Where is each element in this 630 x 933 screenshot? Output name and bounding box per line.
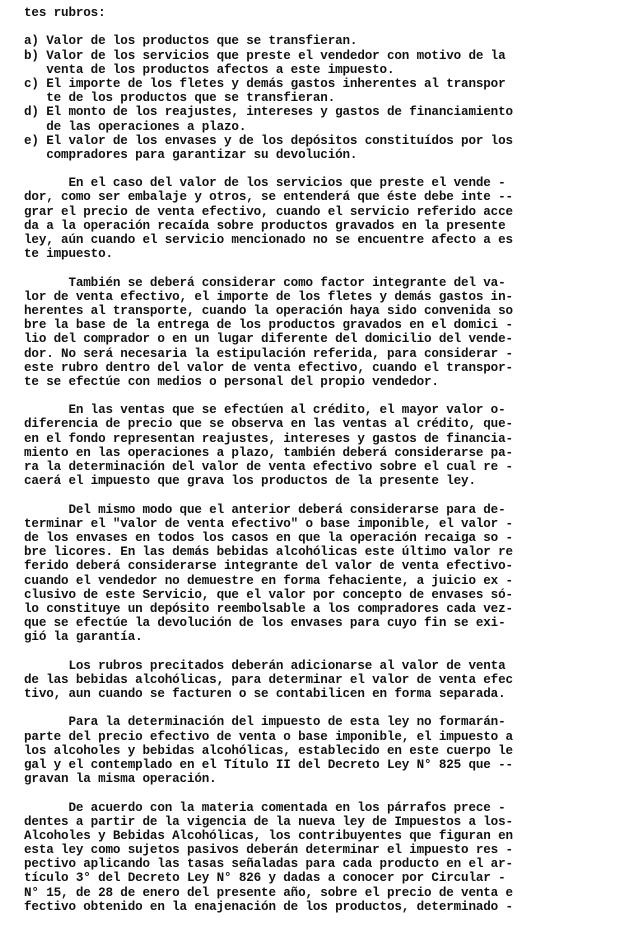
- text-line: de los envases en todos los casos en que la operación recaiga so -: [24, 530, 513, 545]
- text-line: venta de los productos afectos a este impuesto.: [24, 62, 395, 77]
- text-line: e) El valor de los envases y de los depósitos constituídos por los: [24, 133, 513, 148]
- paragraph-gap: [24, 488, 622, 502]
- text-line: dor. No será necesaria la estipulación referida, para considerar -: [24, 346, 513, 361]
- paragraph-gap: [24, 162, 622, 176]
- list-item: [24, 134, 622, 162]
- text-line: d) El monto de los reajustes, intereses y gastos de financiamiento: [24, 105, 513, 120]
- paragraph: [24, 659, 622, 702]
- paragraph: [24, 276, 622, 390]
- text-line: herentes al transporte, cuando la operación haya sido convenida so: [24, 303, 513, 318]
- text-line: caerá el impuesto que grava los productos de la presente ley.: [24, 474, 476, 489]
- paragraph: [24, 403, 622, 488]
- text-line: gravan la misma operación.: [24, 772, 217, 787]
- text-line: terminar el "valor de venta efectivo" o base imponible, el valor -: [24, 516, 513, 531]
- text-line: parte del precio efectivo de venta o base imponible, el impuesto a: [24, 729, 513, 744]
- text-line: de las operaciones a plazo.: [24, 119, 247, 134]
- text-line: ferido deberá considerarse integrante del valor de venta efectivo-: [24, 559, 513, 574]
- text-line: te se efectúe con medios o personal del propio vendedor.: [24, 374, 439, 389]
- list-item: [24, 34, 622, 48]
- text-line: diferencia de precio que se observa en las ventas al crédito, que-: [24, 417, 513, 432]
- text-line: En las ventas que se efectúen al crédito, el mayor valor o-: [24, 403, 506, 418]
- text-line: te impuesto.: [24, 247, 113, 262]
- text-line: Los rubros precitados deberán adicionarse al valor de venta: [24, 658, 506, 673]
- text-line: te de los productos que se transfieran.: [24, 91, 336, 106]
- text-line: compradores para garantizar su devolución.: [24, 147, 358, 162]
- text-line: ley, aún cuando el servicio mencionado no se encuentre afecto a es: [24, 233, 513, 247]
- text-line: ra la determinación del valor de venta efectivo sobre el cual re -: [24, 460, 513, 474]
- list-item: [24, 105, 622, 133]
- text-line: Para la determinación del impuesto de esta ley no formarán-: [24, 715, 506, 730]
- paragraph-gap: [24, 644, 622, 658]
- paragraph: [24, 503, 622, 645]
- text-line: De acuerdo con la materia comentada en los párrafos prece -: [24, 800, 506, 815]
- text-line: en el fondo representan reajustes, intereses y gastos de financia-: [24, 431, 513, 446]
- text-line: miento en las operaciones a plazo, también deberá considerarse pa-: [24, 445, 513, 460]
- text-line: Del mismo modo que el anterior deberá considerarse para de-: [24, 502, 506, 517]
- paragraphs: [24, 162, 622, 914]
- paragraph-gap: [24, 786, 622, 800]
- text-line: Alcoholes y Bebidas Alcohólicas, los contribuyentes que figuran en: [24, 828, 513, 843]
- list-item: [24, 49, 622, 77]
- text-line: a) Valor de los productos que se transfieran.: [24, 34, 358, 49]
- text-line: de las bebidas alcohólicas, para determinar el valor de venta efec: [24, 672, 513, 687]
- text-line: dor, como ser embalaje y otros, se entenderá que éste debe inte --: [24, 190, 513, 205]
- text-line: b) Valor de los servicios que preste el vendedor con motivo de la: [24, 48, 506, 63]
- text-line: gió la garantía.: [24, 630, 143, 645]
- text-line: da a la operación recaída sobre productos gravados en la presente: [24, 218, 506, 233]
- text-line: gal y el contemplado en el Título II del Decreto Ley N° 825 que --: [24, 757, 513, 772]
- section-heading: tes rubros:: [24, 6, 106, 20]
- text-line: dentes a partir de la vigencia de la nueva ley de Impuestos a los-: [24, 814, 513, 829]
- text-line: tículo 3° del Decreto Ley N° 826 y dadas a conocer por Circular -: [24, 871, 506, 886]
- text-line: lio del comprador o en un lugar diferente del domicilio del vende-: [24, 332, 513, 347]
- text-line: bre licores. En las demás bebidas alcohólicas este último valor re: [24, 545, 513, 560]
- paragraph-gap: [24, 701, 622, 715]
- text-line: c) El importe de los fletes y demás gastos inherentes al transpor: [24, 76, 506, 91]
- text-line: grar el precio de venta efectivo, cuando el servicio referido acce: [24, 204, 513, 219]
- list-item: [24, 77, 622, 105]
- paragraph-gap: [24, 389, 622, 403]
- text-line: clusivo de este Servicio, que el valor por concepto de envases só-: [24, 587, 513, 602]
- text-line: los alcoholes y bebidas alcohólicas, establecido en este cuerpo le: [24, 743, 513, 758]
- text-line: tivo, aun cuando se facturen o se contabilicen en forma separada.: [24, 687, 506, 701]
- text-line: lo constituye un depósito reembolsable a los compradores cada vez-: [24, 601, 513, 616]
- text-line: lor de venta efectivo, el importe de los fletes y demás gastos in-: [24, 289, 513, 304]
- text-line: esta ley como sujetos pasivos deberán determinar el impuesto res -: [24, 843, 513, 858]
- items-list: [24, 34, 622, 162]
- text-line: pectivo aplicando las tasas señaladas para cada producto en el ar-: [24, 857, 513, 872]
- paragraph: [24, 176, 622, 261]
- text-line: También se deberá considerar como factor integrante del va-: [24, 275, 506, 290]
- text-line: bre la base de la entrega de los productos gravados en el domici -: [24, 318, 513, 333]
- paragraph: [24, 715, 622, 786]
- text-line: N° 15, de 28 de enero del presente año, sobre el precio de venta e: [24, 885, 513, 900]
- text-line: fectivo obtenido en la enajenación de los productos, determinado -: [24, 899, 513, 914]
- spacer: [24, 20, 622, 34]
- text-line: este rubro dentro del valor de venta efectivo, cuando el transpor-: [24, 360, 513, 375]
- text-line: En el caso del valor de los servicios que preste el vende -: [24, 176, 506, 191]
- paragraph: [24, 801, 622, 915]
- paragraph-gap: [24, 261, 622, 275]
- text-line: que se efectúe la devolución de los envases para cuyo fin se exi-: [24, 616, 506, 631]
- text-line: cuando el vendedor no demuestre en forma fehaciente, a juicio ex -: [24, 573, 513, 588]
